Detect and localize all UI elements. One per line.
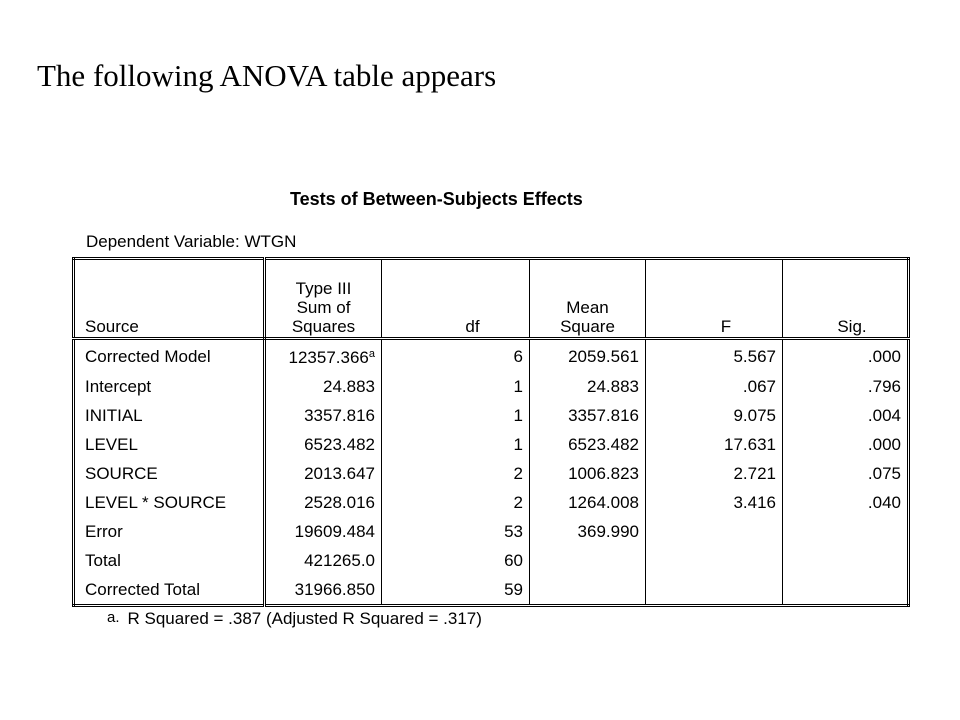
cell-sum-of-squares xyxy=(265,459,382,488)
cell-source xyxy=(74,517,265,546)
footnote-marker: a xyxy=(368,348,375,360)
cell-df-value: 1 xyxy=(513,435,523,454)
cell-f-value: 3.416 xyxy=(733,493,776,512)
cell-sig xyxy=(783,372,909,401)
cell-mean-square-value: 1006.823 xyxy=(568,464,639,483)
cell-mean-square xyxy=(530,339,646,373)
cell-sum-of-squares xyxy=(265,488,382,517)
cell-df xyxy=(382,372,530,401)
cell-f xyxy=(646,488,783,517)
cell-sum-of-squares xyxy=(265,339,382,373)
cell-df-value: 1 xyxy=(513,377,523,396)
cell-sum-of-squares-value: 3357.816 xyxy=(304,406,375,425)
header-ss-line-3: Squares xyxy=(291,317,356,336)
cell-mean-square-value: 6523.482 xyxy=(568,435,639,454)
table-row xyxy=(74,401,909,430)
cell-sig xyxy=(783,459,909,488)
header-df: df xyxy=(382,259,530,339)
header-ms-line-2: Square xyxy=(560,317,615,336)
cell-source-value: INITIAL xyxy=(85,406,143,425)
cell-sum-of-squares-value: 19609.484 xyxy=(294,522,375,541)
cell-df-value: 53 xyxy=(504,522,523,541)
cell-f xyxy=(646,546,783,575)
footnote-mark: a. xyxy=(107,609,120,626)
cell-df xyxy=(382,459,530,488)
cell-f xyxy=(646,401,783,430)
cell-df xyxy=(382,517,530,546)
anova-table xyxy=(72,257,910,607)
cell-source-value: SOURCE xyxy=(85,464,158,483)
table-row xyxy=(74,430,909,459)
cell-mean-square xyxy=(530,372,646,401)
header-ss-line-2: Sum of xyxy=(296,298,351,317)
cell-mean-square-value: 1264.008 xyxy=(568,493,639,512)
cell-sum-of-squares-value: 24.883 xyxy=(323,377,375,396)
cell-source xyxy=(74,546,265,575)
cell-mean-square xyxy=(530,575,646,606)
cell-sum-of-squares-value: 12357.366 xyxy=(288,348,369,367)
cell-f-value: 2.721 xyxy=(733,464,776,483)
cell-f xyxy=(646,459,783,488)
header-sum-of-squares xyxy=(265,259,382,339)
table-row xyxy=(74,459,909,488)
cell-source xyxy=(74,575,265,606)
anova-table-body xyxy=(74,339,909,606)
cell-sum-of-squares-value: 2528.016 xyxy=(304,493,375,512)
cell-sig-value: .040 xyxy=(867,493,901,512)
header-f: F xyxy=(646,259,783,339)
cell-df-value: 60 xyxy=(504,551,523,570)
cell-f-value: 17.631 xyxy=(724,435,776,454)
cell-sum-of-squares-value: 31966.850 xyxy=(294,580,375,599)
cell-mean-square-value: 369.990 xyxy=(577,522,639,541)
table-row xyxy=(74,575,909,606)
cell-mean-square xyxy=(530,430,646,459)
cell-sig xyxy=(783,401,909,430)
cell-mean-square-value: 2059.561 xyxy=(568,346,639,366)
table-title: Tests of Between-Subjects Effects xyxy=(290,189,583,209)
cell-source xyxy=(74,401,265,430)
cell-df xyxy=(382,430,530,459)
cell-f-value: 5.567 xyxy=(733,346,776,366)
cell-mean-square-value: 24.883 xyxy=(587,377,639,396)
cell-source-value: Total xyxy=(85,551,121,570)
cell-sum-of-squares xyxy=(265,517,382,546)
cell-source-value: Corrected Model xyxy=(85,346,211,366)
cell-sum-of-squares-value: 6523.482 xyxy=(304,435,375,454)
cell-sig-value: .004 xyxy=(867,406,901,425)
cell-df-value: 2 xyxy=(513,464,523,483)
cell-f xyxy=(646,430,783,459)
cell-sig xyxy=(783,575,909,606)
cell-mean-square-value: 3357.816 xyxy=(568,406,639,425)
cell-sum-of-squares xyxy=(265,430,382,459)
cell-sum-of-squares xyxy=(265,401,382,430)
cell-df xyxy=(382,488,530,517)
cell-df-value: 1 xyxy=(513,406,523,425)
cell-sig-value: .000 xyxy=(867,435,901,454)
cell-sum-of-squares-value: 2013.647 xyxy=(304,464,375,483)
dependent-variable-label: Dependent Variable: WTGN xyxy=(86,232,297,251)
cell-sig-value: .796 xyxy=(867,377,901,396)
cell-f-value: 9.075 xyxy=(733,406,776,425)
cell-f xyxy=(646,575,783,606)
footnote-text: R Squared = .387 (Adjusted R Squared = .317) xyxy=(127,609,482,628)
cell-df xyxy=(382,575,530,606)
cell-f xyxy=(646,517,783,546)
cell-sig xyxy=(783,488,909,517)
header-ss-line-1: Type III xyxy=(295,279,352,298)
cell-df-value: 2 xyxy=(513,493,523,512)
cell-sum-of-squares xyxy=(265,372,382,401)
table-row xyxy=(74,546,909,575)
cell-df-value: 59 xyxy=(504,580,523,599)
cell-source xyxy=(74,339,265,373)
table-row xyxy=(74,372,909,401)
anova-table-header xyxy=(74,259,909,339)
cell-sum-of-squares-value: 421265.0 xyxy=(304,551,375,570)
table-row xyxy=(74,339,909,373)
cell-source-value: Corrected Total xyxy=(85,580,200,599)
header-mean-square xyxy=(530,259,646,339)
cell-source-value: LEVEL xyxy=(85,435,138,454)
cell-sig-value: .075 xyxy=(867,464,901,483)
cell-df xyxy=(382,339,530,373)
cell-df xyxy=(382,546,530,575)
cell-df xyxy=(382,401,530,430)
cell-sig xyxy=(783,430,909,459)
cell-mean-square xyxy=(530,488,646,517)
cell-mean-square xyxy=(530,459,646,488)
cell-source-value: Intercept xyxy=(85,377,152,396)
table-footnote xyxy=(107,609,482,629)
cell-f-value: .067 xyxy=(742,377,776,396)
header-sig: Sig. xyxy=(783,259,909,339)
cell-source-value: Error xyxy=(85,522,123,541)
cell-mean-square xyxy=(530,546,646,575)
cell-source xyxy=(74,488,265,517)
table-row xyxy=(74,488,909,517)
cell-mean-square xyxy=(530,401,646,430)
cell-sig xyxy=(783,339,909,373)
slide-title: The following ANOVA table appears xyxy=(37,58,497,93)
cell-f xyxy=(646,339,783,373)
header-ms-line-1: Mean xyxy=(566,298,609,317)
cell-sig xyxy=(783,517,909,546)
cell-sig xyxy=(783,546,909,575)
cell-source xyxy=(74,372,265,401)
cell-mean-square xyxy=(530,517,646,546)
header-source: Source xyxy=(74,259,265,339)
cell-source xyxy=(74,459,265,488)
table-row xyxy=(74,517,909,546)
cell-sum-of-squares xyxy=(265,575,382,606)
cell-source xyxy=(74,430,265,459)
cell-df-value: 6 xyxy=(513,346,523,366)
cell-f xyxy=(646,372,783,401)
cell-source-value: LEVEL * SOURCE xyxy=(85,493,227,512)
cell-sum-of-squares xyxy=(265,546,382,575)
header-row xyxy=(74,259,909,339)
cell-sig-value: .000 xyxy=(867,346,901,366)
